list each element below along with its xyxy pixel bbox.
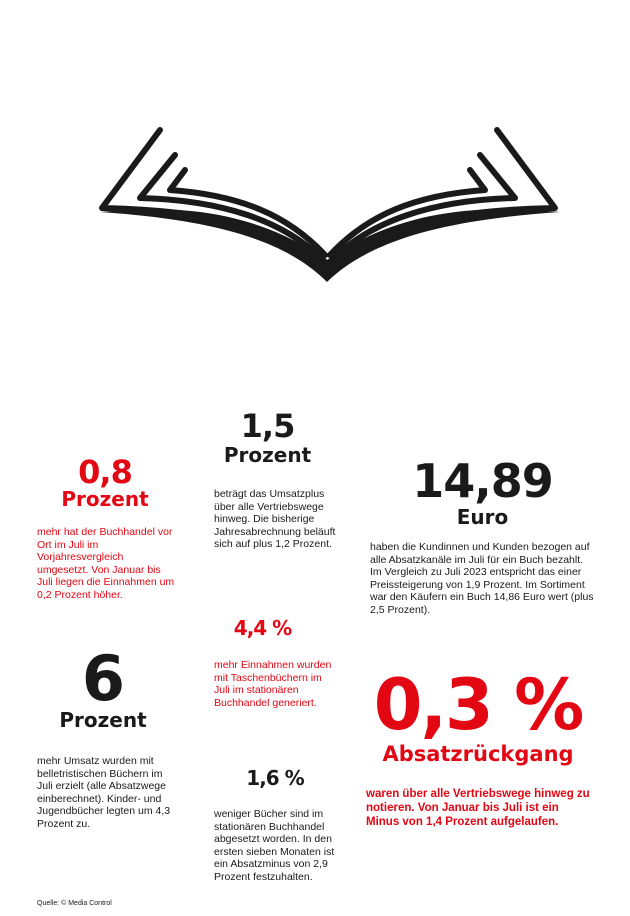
stat-value-local-bookstore: 0,8 — [78, 453, 132, 491]
stat-text-book-price: haben die Kundinnen und Kunden bezogen auf alle Absatzkanäle im Juli für ein Buch bezahlt. Im Vergleich zu Juli 2023 entspricht das einer Preissteigerung von 1,9 Prozent. Im Sortiment war den Käufern ein Buch 14,86 Euro wert (plus 2,5 Prozent). — [370, 541, 594, 616]
stat-text-books-sold: weniger Bücher sind im stationären Buchhandel abgesetzt worden. In den ersten sieben Monaten ist ein Absatzminus von 2,9 Prozent festzuhalten. — [214, 808, 335, 883]
stat-value-sales-decline: 0,3 % — [373, 664, 583, 746]
stat-unit-sales-decline: Absatzrückgang — [382, 742, 574, 766]
stat-value-paperback: 4,4 % — [233, 616, 292, 640]
stat-value-book-price: 14,89 — [412, 454, 553, 508]
source-credit: Quelle: © Media Control — [37, 900, 112, 907]
stat-text-fiction: mehr Umsatz wurden mit belletristischen Büchern im Juli erzielt (alle Absatzwege einberechnet). Kinder- und Jugendbücher legten um 4,3 Prozent zu. — [37, 755, 171, 830]
stat-value-sales-growth: 1,5 — [240, 407, 295, 445]
stat-unit-sales-growth: Prozent — [223, 443, 312, 467]
stat-unit-local-bookstore: Prozent — [61, 487, 149, 511]
stat-value-books-sold: 1,6 % — [246, 766, 304, 790]
stat-text-paperback: mehr Einnahmen wurden mit Taschenbüchern im Juli im stationären Buchhandel generiert. — [214, 659, 332, 709]
stat-text-sales-decline: waren über alle Vertriebswege hinweg zu notieren. Von Januar bis Juli ist ein Minus von 1,4 Prozent aufgelaufen. — [366, 788, 590, 828]
open-book-icon — [0, 100, 630, 300]
stat-text-sales-growth: beträgt das Umsatzplus über alle Vertriebswege hinweg. Die bisherige Jahresabrechnung beläuft sich auf plus 1,2 Prozent. — [214, 488, 336, 550]
stat-value-fiction: 6 — [81, 642, 125, 715]
stat-unit-fiction: Prozent — [59, 708, 147, 732]
stat-unit-book-price: Euro — [456, 505, 509, 529]
stat-text-local-bookstore: mehr hat der Buchhandel vor Ort im Juli im Vorjahresvergleich umgesetzt. Von Januar bis Juli liegen die Einnahmen um 0,2 Prozent höher. — [37, 526, 175, 601]
